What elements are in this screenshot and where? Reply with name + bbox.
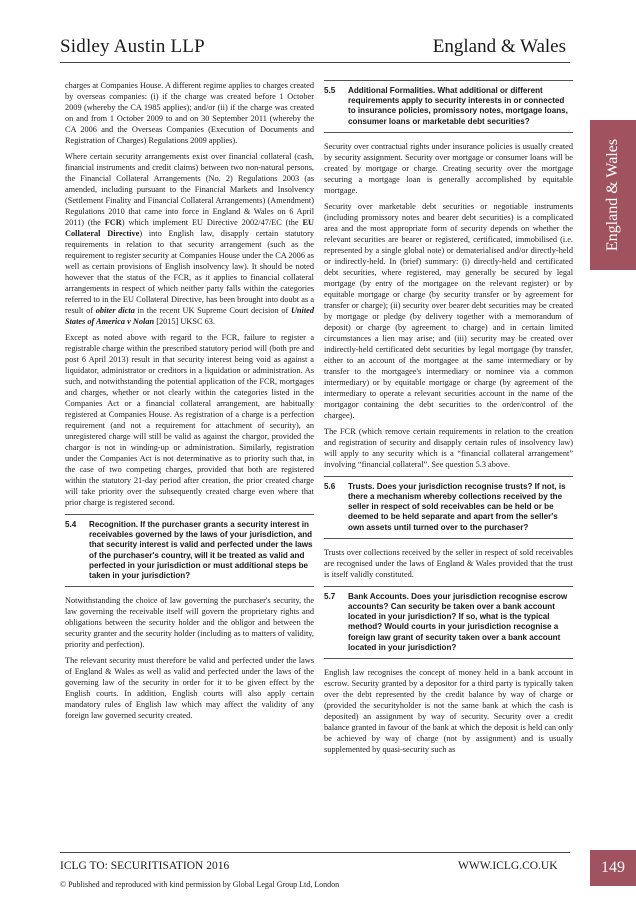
- text-run: in the recent UK Supreme Court decision of: [134, 306, 291, 315]
- question-text: Bank Accounts. Does your jurisdiction recognise escrow accounts? Can security be taken over a bank account located in your jurisdiction? If so, what is the typical method? Would courts in your jurisdiction recognise a foreign law grant of security taken over a bank account located in your jurisdiction?: [348, 591, 568, 652]
- text-run: Where certain security arrangements exist over financial collateral (cash, financial instruments and credit claims) between two non-natural persons, the Financial Collateral Arrangements (No. 2) Regulations 2003 (as amended, including pursuant to the Financial Markets and Insolvency (Settlement Finality and Financial Collateral Arrangements) (Amendment) Regulations 2010 that came into force in England & Wales on 6 April 2011) (the: [65, 152, 314, 227]
- paragraph: Security over contractual rights under insurance policies is usually created by security assignment. Security over mortgage or consumer loans will be created by mortgage or charge. Creating security over the mortgage securing a mortgage loan is generally accomplished by equitable mortgage.: [324, 141, 573, 195]
- paragraph: Trusts over collections received by the seller in respect of sold receivables are recognised under the laws of England & Wales provided that the trust is itself validly constituted.: [324, 547, 573, 579]
- question-box: [324, 586, 573, 659]
- text-run: [2015] UKSC 63.: [154, 317, 215, 326]
- footer-divider: [60, 852, 570, 853]
- question-number: 5.7: [324, 591, 336, 601]
- case-name: United States of America v Nolan: [65, 306, 314, 326]
- jurisdiction-side-tab: [590, 120, 636, 270]
- paragraph: The relevant security must therefore be valid and perfected under the laws of England & Wales as well as valid and perfected under the laws of the governing law of the security in order for it to be given effect by the English courts. In addition, English courts will also apply certain mandatory rules of English law which may affect the validity of any foreign law governed security created.: [65, 656, 314, 721]
- footer-website: WWW.ICLG.CO.UK: [458, 860, 558, 872]
- question-box: [65, 514, 314, 587]
- paragraph-fcr: [65, 151, 314, 327]
- footer-publication: ICLG TO: SECURITISATION 2016: [60, 860, 230, 872]
- text-run: ) into English law, disapply certain statutory requirements in relation to that security arrangement (such as the requirement to register security at Companies House under the CA 2006 as well as certain provisions of English insolvency law). It should be noted however that the status of the FCR, as it applies to financial collateral arrangements in respect of which neither party falls within the categories referred to in the EU Collateral Directive, has been brought into doubt as a result of: [65, 229, 314, 315]
- bold-italic-term: obiter dicta: [95, 306, 135, 315]
- paragraph: Except as noted above with regard to the FCR, failure to register a registrable charge within the prescribed statutory period will (both pre and post 6 April 2013) result in that security interest being void as against a liquidator, administrator or creditors in a liquidation or administration. As such, and notwithstanding the potential application of the FCR, mortgages and charges, whether or not clearly within the categories listed in the Companies Act or a financial collateral arrangement, are habitually registered at Companies House. As registration of a charge is a perfection requirement (and not a requirement for attachment of security), an unregistered charge will still be valid as against the chargor, provided the chargor is not in winding-up or administration. Similarly, registration under the Companies Act is not determinative as to priority such that, in the case of two competing charges, provided that both are registered within the statutory 21-day period after creation, the prior created charge will take priority over the subsequently created charge even where that prior charge is registered second.: [65, 333, 314, 507]
- question-text: Recognition. If the purchaser grants a security interest in receivables governed by the laws of your jurisdiction, and that security interest is valid and perfected under the laws of the purchaser's country, will it be treated as valid and perfected in your jurisdiction or must additional steps be taken in your jurisdiction?: [89, 520, 313, 581]
- bold-term: EU Collateral Directive: [65, 218, 314, 238]
- page-number: 149: [590, 850, 636, 886]
- bold-term: FCR: [104, 218, 122, 227]
- question-box: [324, 80, 573, 133]
- paragraph: The FCR (which remove certain requirements in relation to the creation and registration of security and disapply certain rules of insolvency law) will apply to any security which is a “financial collateral arrangement” involving “financial collateral”. See question 5.3 above.: [324, 426, 573, 469]
- question-box: [324, 476, 573, 539]
- paragraph: charges at Companies House. A different regime applies to charges created by overseas companies: (i) if the charge was created before 1 October 2009 (whereby the CA 1985 applies); and/or (ii) if the charge was created on and from 1 October 2009 to and on 30 September 2011 (whereby the CA 2006 and the Overseas Companies (Execution of Documents and Registration of Charges) Regulations 2009 applies).: [65, 81, 314, 145]
- question-number: 5.5: [324, 86, 336, 95]
- footer-copyright: © Published and reproduced with kind permission by Global Legal Group Ltd, London: [60, 880, 340, 889]
- question-text: Additional Formalities. What additional or different requirements apply to security interests in or connected to insurance policies, promissory notes, mortgage loans, consumer loans or marketable debt securities?: [348, 86, 568, 126]
- question-number: 5.6: [324, 481, 336, 491]
- side-tab-label: England & Wales: [604, 138, 621, 252]
- paragraph: Notwithstanding the choice of law governing the purchaser's security, the law governing the receivable itself will govern the proprietary rights and obligations between the security holder and the obligor and between the security granter and the security holder (including as to matters of validity, priority and perfection).: [65, 596, 314, 650]
- header-firm-name: Sidley Austin LLP: [60, 36, 205, 57]
- paragraph: Security over marketable debt securities or negotiable instruments (including promissory notes and bearer debt securities) is a complicated area and the most appropriate form of security depends on whether the relevant securities are bearer or registered, certificated, immobilised (i.e. represented by a single global note) or dematerialised and/or directly-held or indirectly-held. In (brief) summary: (i) directly-held and certificated debt securities, where registered, may generally be secured by legal mortgage (by entry of the mortgagee on the relevant register) or by equitable mortgage or charge (by security transfer or by agreement for transfer or charge); (ii) security over bearer debt securities may be created by mortgage or pledge (by delivery together with a memorandum of deposit) or charge (by agreement to charge) and in certain limited circumstances a lien may arise; and (iii) security may be created over indirectly-held certificated debt securities by legal mortgage (by transfer, either to an account of the mortgagee at the same intermediary or by transfer to the mortgagee's intermediary or nominee via a common intermediary) or by equitable mortgage or charge (by agreement of the intermediary to operate a relevant securities account in the name of the mortgagor containing the debt securities to the order/control of the chargee).: [324, 201, 573, 420]
- question-text: Trusts. Does your jurisdiction recognise trusts? If not, is there a mechanism whereby collections received by the seller in respect of sold receivables can be held or be deemed to be held separate and apart from the seller's own assets until turned over to the purchaser?: [348, 481, 566, 532]
- question-number: 5.4: [65, 520, 77, 529]
- left-column: [65, 80, 314, 726]
- header-divider: [60, 62, 570, 63]
- right-column: [324, 80, 573, 760]
- text-run: ) which implement EU Directive 2002/47/EC (the: [121, 218, 303, 227]
- paragraph: English law recognises the concept of money held in a bank account in escrow. Security granted by a depositor for a third party is typically taken over the debt represented by the credit balance by way of charge or (provided the securityholder is not the same bank at which the cash is deposited) an assignment by way of security. Security over a credit balance granted in favour of the bank at which the deposit is held can only be achieved by way of charge (not by assignment) and is usually supplemented by quasi-security such as: [324, 668, 573, 755]
- header-jurisdiction: England & Wales: [432, 36, 566, 57]
